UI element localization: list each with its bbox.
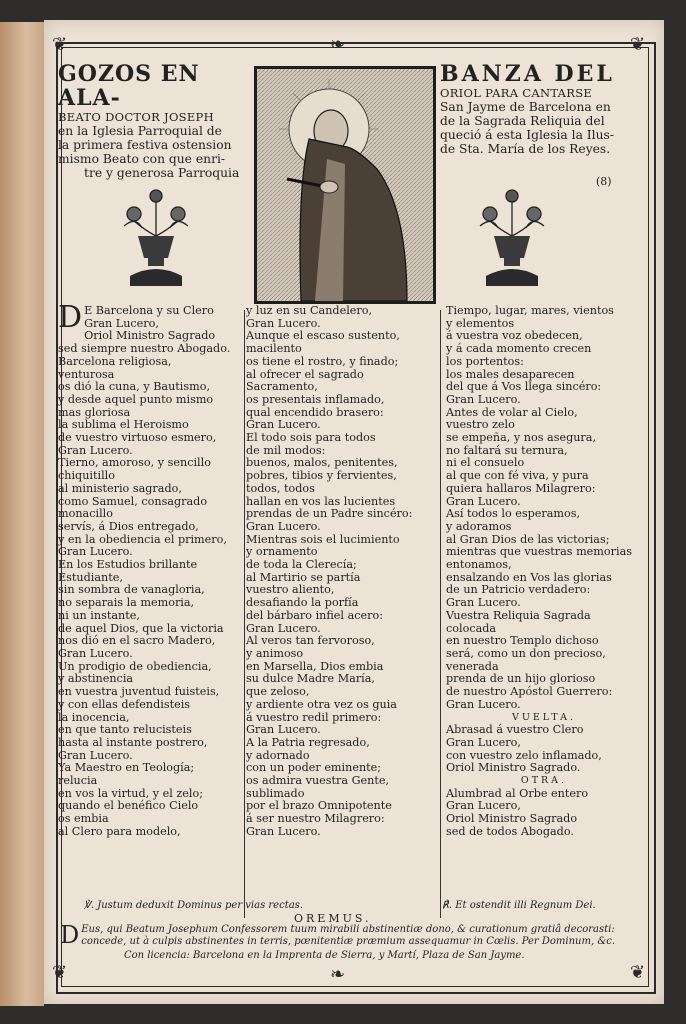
column-divider — [244, 310, 245, 918]
verse-line: os admira vuestra Gente, — [246, 774, 390, 788]
verse-line: del que á Vos llega sincéro: — [446, 380, 602, 394]
verse-line: mas gloriosa — [58, 405, 131, 419]
verse-line: en Marsella, Dios embia — [246, 659, 384, 673]
verse-line: en nuestro Templo dichoso — [446, 634, 599, 648]
verse-line: A la Patria regresado, — [246, 735, 370, 749]
verse-line: de nuestro Apóstol Guerrero: — [446, 685, 613, 699]
verse-line: Gran Lucero. — [58, 646, 133, 660]
column-divider — [440, 310, 441, 918]
verse-line: Gran Lucero. — [246, 316, 321, 330]
verse-line: vuestro aliento, — [246, 583, 335, 597]
header-left-line: tre y generosa Parroquia — [84, 166, 240, 180]
verse-line: como Samuel, consagrado — [58, 494, 208, 508]
verse-line: Gran Lucero, — [84, 316, 159, 330]
verse-line: Gran Lucero. — [246, 621, 321, 635]
verse-line: al Clero para modelo, — [58, 824, 181, 838]
verse-line: os presentais inflamado, — [246, 392, 385, 406]
verse-line: y abstinencia — [58, 672, 134, 686]
verse-line: Mientras sois el lucimiento — [246, 532, 400, 546]
subtitle-right: ORIOL PARA CANTARSE — [440, 86, 593, 100]
verse-line: Al veros tan fervoroso, — [246, 634, 375, 648]
verse-line: Gran Lucero. — [246, 519, 321, 533]
verse-line: su dulce Madre María, — [246, 672, 375, 686]
verse-line: y luz en su Candelero, — [246, 304, 373, 317]
versicle: ℣. Justum deduxit Dominus per vias rectas. — [84, 900, 303, 911]
verse-line: de toda la Clerecía; — [246, 558, 357, 572]
verse-line: los males desaparecen — [446, 367, 575, 381]
verse-line: hasta al instante postrero, — [58, 735, 208, 749]
verse-line: sin sombra de vanagloria, — [58, 583, 205, 597]
verse-line: entonamos, — [446, 558, 512, 572]
verse-line: Estudiante, — [58, 570, 123, 584]
verse-line: D E Barcelona y su Clero — [58, 300, 214, 335]
verse-line: no faltará su ternura, — [446, 443, 568, 457]
oremus-heading: OREMUS. — [294, 912, 372, 925]
verse-line: servís, á Dios entregado, — [58, 519, 199, 533]
title-right: BANZA DEL — [440, 61, 615, 87]
verse-line: por el brazo Omnipotente — [246, 799, 392, 813]
verse-line: Aunque el escaso sustento, — [246, 329, 400, 343]
verse-line: de un Patricio verdadero: — [446, 583, 591, 597]
verse-line: En los Estudios brillante — [58, 558, 198, 572]
verse-line: y elementos — [446, 316, 515, 330]
verse-line: sed de todos Abogado. — [446, 824, 574, 838]
verse-line: pobres, tibios y fervientes, — [246, 469, 397, 483]
verse-line: y adoramos — [446, 519, 512, 533]
verse-line: en vuestra juventud fuisteis, — [58, 685, 220, 699]
verse-line: Gran Lucero. — [446, 494, 521, 508]
corner-ornament-icon: ❦ — [52, 34, 68, 55]
verse-line: venerada — [446, 659, 499, 673]
verse-line: prendas de un Padre sincéro: — [246, 507, 413, 521]
header-right-line: de la Sagrada Reliquia del — [440, 114, 605, 128]
verse-line: y en la obediencia el primero, — [58, 532, 227, 546]
verse-line: Gran Lucero. — [446, 697, 521, 711]
verse-line: Oriol Ministro Sagrado — [446, 812, 578, 826]
verse-line: Gran Lucero. — [246, 824, 321, 838]
verse-line: y adornado — [246, 748, 310, 762]
saint-portrait-woodcut — [254, 66, 436, 304]
header-left-line: mismo Beato con que enri- — [58, 152, 226, 166]
header-right-line: queció á esta Iglesia la Ilus- — [440, 128, 614, 142]
response: ℟. Et ostendit illi Regnum Dei. — [442, 900, 596, 911]
verse-line: de aquel Dios, que la victoria — [58, 621, 224, 635]
verse-line: VUELTA. — [511, 711, 577, 723]
verse-line: á vuestro redil primero: — [246, 710, 382, 724]
verse-line: será, como un don precioso, — [446, 646, 606, 660]
header-left-line: en la Iglesia Parroquial de — [58, 124, 222, 138]
verse-line: ni el consuelo — [446, 456, 525, 470]
verse-line: monacillo — [58, 507, 113, 521]
verse-line: y con ellas defendisteis — [58, 697, 191, 711]
page-number: (8) — [596, 175, 612, 188]
verse-line: ensalzando en Vos las glorias — [446, 570, 612, 584]
verse-line: y animoso — [246, 646, 304, 660]
broadside-page — [44, 20, 664, 1004]
prayer-initial: D — [60, 921, 80, 949]
verse-line: con vuestro zelo inflamado, — [446, 748, 602, 762]
verse-line: Oriol Ministro Sagrado. — [446, 761, 581, 775]
verse-line: Abrasad á vuestro Clero — [446, 723, 584, 737]
verse-line: en vos la virtud, y el zelo; — [58, 786, 203, 800]
verse-line: de vuestro virtuoso esmero, — [58, 431, 217, 445]
verse-line: al Gran Dios de las victorias; — [446, 532, 610, 546]
verse-line: ni un instante, — [58, 608, 140, 622]
corner-ornament-icon: ❦ — [630, 34, 646, 55]
verse-line: Gran Lucero, — [446, 799, 521, 813]
verse-line: Gran Lucero. — [246, 723, 321, 737]
verse-line: Gran Lucero. — [446, 392, 521, 406]
verse-line: OTRA. — [520, 775, 568, 787]
verse-line: y desde aquel punto mismo — [58, 392, 214, 406]
verse-line: con un poder eminente; — [246, 761, 382, 775]
verse-line: Antes de volar al Cielo, — [446, 405, 578, 419]
verse-line: á vuestra voz obedecen, — [446, 329, 583, 343]
verse-line: de mil modos: — [246, 443, 326, 457]
subtitle-left: BEATO DOCTOR JOSEPH — [58, 110, 214, 124]
header-right-line: San Jayme de Barcelona en — [440, 100, 611, 114]
title-left: GOZOS EN ALA- — [58, 61, 200, 111]
verse-line: sed siempre nuestro Abogado. — [58, 342, 231, 356]
verse-line: Oriol Ministro Sagrado — [84, 329, 216, 343]
verse-line: vuestro zelo — [446, 418, 515, 432]
verse-line: quando el benéfico Cielo — [58, 799, 199, 813]
verse-line: la inocencia, — [58, 710, 130, 724]
verse-line: Sacramento, — [246, 380, 318, 394]
verse-line: quiera hallaros Milagrero: — [446, 481, 596, 495]
verse-line: Gran Lucero. — [246, 418, 321, 432]
verse-line: nos dió en el sacro Madero, — [58, 634, 216, 648]
verse-line: Tiempo, lugar, mares, vientos — [446, 304, 614, 317]
verse-line: buenos, malos, penitentes, — [246, 456, 398, 470]
printer-license: Con licencia: Barcelona en la Imprenta de Sierra, y Martí, Plaza de San Jayme. — [124, 950, 525, 961]
header-left — [58, 62, 244, 180]
verse-line: al Martirio se partía — [246, 570, 361, 584]
verse-line: y ornamento — [246, 545, 318, 559]
verse-line: chiquitillo — [58, 469, 115, 483]
bottom-center-ornament-icon: ❧ — [330, 964, 346, 985]
verse-line: os tiene el rostro, y finado; — [246, 354, 399, 368]
prayer-text: Eus, qui Beatum Josephum Confessorem tuum mirabili abstinentiæ dono, & curationum gratiâ decorasti: concede, ut à culpis abstinentes in terris, pœnitentiæ præmium assequamur in Cœlis. Per Dominum, &c. — [81, 924, 616, 947]
verse-line: los portentos: — [446, 354, 524, 368]
verse-line: desafiando la porfía — [246, 596, 359, 610]
verse-line: Tierno, amoroso, y sencillo — [58, 456, 211, 470]
verse-line: y ardiente otra vez os guia — [246, 697, 397, 711]
prayer — [60, 921, 646, 949]
verse-line: relucia — [58, 774, 98, 788]
flower-vase-ornament-right — [472, 186, 552, 296]
corner-ornament-icon: ❦ — [630, 962, 646, 983]
verse-line: en que tanto relucisteis — [58, 723, 192, 737]
verse-line: al ofrecer el sagrado — [246, 367, 364, 381]
verse-line: Vuestra Reliquia Sagrada — [446, 608, 591, 622]
verse-line: Gran Lucero, — [446, 735, 521, 749]
book-spine — [0, 22, 44, 1006]
header-right-line: de Sta. María de los Reyes. — [440, 142, 611, 156]
verse-line: Gran Lucero. — [446, 596, 521, 610]
header-right — [440, 62, 630, 156]
verse-line: mientras que vuestras memorias — [446, 545, 632, 559]
verse-line: Ya Maestro en Teología; — [58, 761, 195, 775]
verse-line: la sublima el Heroismo — [58, 418, 189, 432]
verse-line: al ministerio sagrado, — [58, 481, 182, 495]
verse-line: y á cada momento crecen — [446, 342, 592, 356]
verse-line: no separais la memoria, — [58, 596, 195, 610]
verse-line: del bárbaro infiel acero: — [246, 608, 383, 622]
verse-line: al que con fé viva, y pura — [446, 469, 589, 483]
verse-line: todos, todos — [246, 481, 315, 495]
verse-line: Gran Lucero. — [58, 748, 133, 762]
verse-line: Así todos lo esperamos, — [446, 507, 581, 521]
verse-line: colocada — [446, 621, 497, 635]
verse-line: se empeña, y nos asegura, — [446, 431, 597, 445]
verse-line: macilento — [246, 342, 302, 356]
verse-line: Gran Lucero. — [58, 443, 133, 457]
top-center-ornament-icon: ❧ — [330, 34, 346, 55]
verse-line: prenda de un hijo glorioso — [446, 672, 596, 686]
verse-line: hallan en vos las lucientes — [246, 494, 396, 508]
verse-line: Barcelona religiosa, — [58, 354, 172, 368]
verse-line: Gran Lucero. — [58, 545, 133, 559]
verse-line: Alumbrad al Orbe entero — [446, 786, 589, 800]
verse-column-3 — [446, 305, 642, 839]
verse-column-2 — [246, 305, 436, 839]
verse-line: que zeloso, — [246, 685, 310, 699]
verse-line: Un prodigio de obediencia, — [58, 659, 212, 673]
verse-line: qual encendido brasero: — [246, 405, 384, 419]
verse-line: os embia — [58, 812, 109, 826]
flower-vase-ornament-left — [116, 186, 196, 296]
verse-line: á ser nuestro Milagrero: — [246, 812, 385, 826]
verse-line: sublimado — [246, 786, 305, 800]
verse-line: venturosa — [58, 367, 115, 381]
verse-line: os dió la cuna, y Bautismo, — [58, 380, 211, 394]
header-left-line: la primera festiva ostension — [58, 138, 232, 152]
verse-column-1 — [58, 300, 244, 839]
corner-ornament-icon: ❦ — [52, 962, 68, 983]
verse-line: El todo sois para todos — [246, 431, 376, 445]
